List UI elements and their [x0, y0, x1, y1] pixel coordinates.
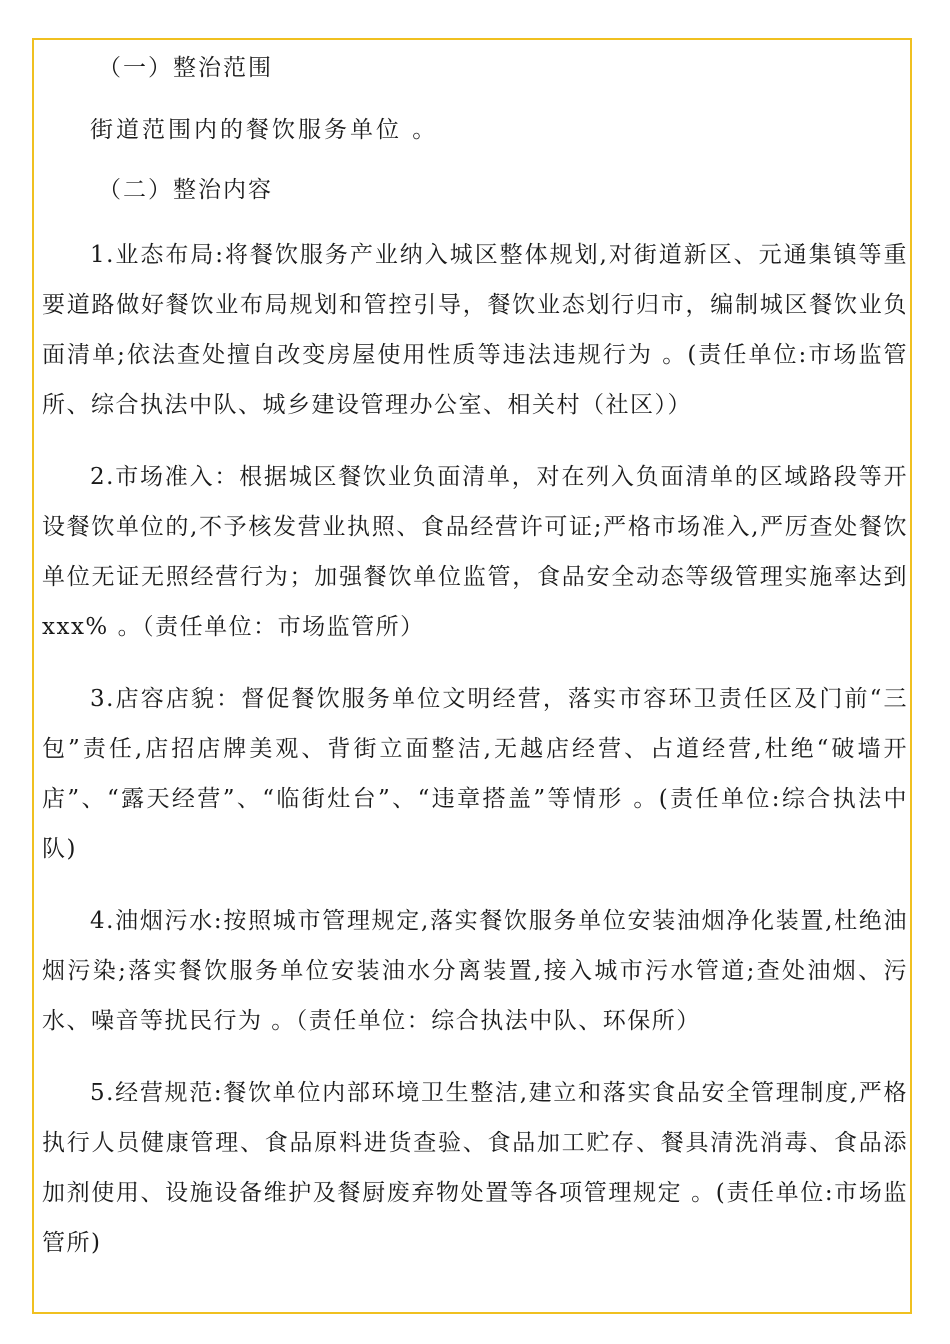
scope-paragraph: 街道范围内的餐饮服务单位 。 — [90, 117, 439, 143]
item-paragraph-storefront: 3.店容店貌：督促餐饮服务单位文明经营，落实市容环卫责任区及门前“三包”责任,店招店牌美观、背街立面整洁,无越店经营、占道经营,杜绝“破墙开店”、“露天经营”、“临街灶台”、“违章搭盖”等情形 。(责任单位:综合执法中队) — [42, 686, 908, 862]
item-paragraph-market-access: 2.市场准入：根据城区餐饮业负面清单，对在列入负面清单的区域路段等开设餐饮单位的,不予核发营业执照、食品经营许可证;严格市场准入,严厉查处餐饮单位无证无照经营行为；加强餐饮单位监管，食品安全动态等级管理实施率达到xxx% 。（责任单位：市场监管所） — [42, 464, 908, 640]
section-heading-content: （二）整治内容 — [98, 177, 273, 203]
document-body — [42, 48, 908, 1268]
item-paragraph-layout: 1.业态布局:将餐饮服务产业纳入城区整体规划,对街道新区、元通集镇等重要道路做好餐饮业布局规划和管控引导，餐饮业态划行归市，编制城区餐饮业负面清单;依法查处擅自改变房屋使用性质等违法违规行为 。(责任单位:市场监管所、综合执法中队、城乡建设管理办公室、相关村（社区）） — [42, 242, 908, 418]
item-paragraph-fumes-wastewater: 4.油烟污水:按照城市管理规定,落实餐饮服务单位安装油烟净化装置,杜绝油烟污染;落实餐饮服务单位安装油水分离装置,接入城市污水管道;查处油烟、污水、噪音等扰民行为 。（责任单位：综合执法中队、环保所） — [42, 908, 908, 1034]
section-heading-scope: （一）整治范围 — [98, 55, 273, 81]
item-paragraph-operation-standards: 5.经营规范:餐饮单位内部环境卫生整洁,建立和落实食品安全管理制度,严格执行人员健康管理、食品原料进货查验、食品加工贮存、餐具清洗消毒、食品添加剂使用、设施设备维护及餐厨废弃物处置等各项管理规定 。(责任单位:市场监管所) — [42, 1080, 908, 1256]
